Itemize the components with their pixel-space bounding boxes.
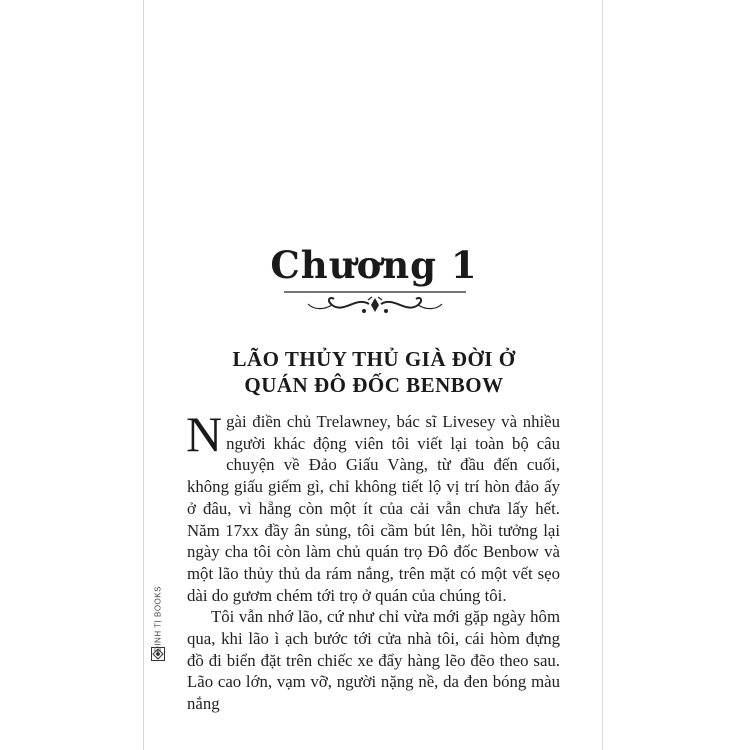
publisher-logo-icon	[151, 647, 165, 661]
ornament-divider-icon	[284, 288, 466, 320]
publisher-mark	[150, 586, 166, 675]
chapter-title-line-2: QUÁN ĐÔ ĐỐC BENBOW	[244, 373, 504, 397]
book-page	[143, 0, 603, 750]
chapter-heading: Chương 1	[270, 243, 478, 287]
paragraph-1-text: gài điền chủ Trelawney, bác sĩ Livesey và nhiều người khác động viên tôi viết lại toàn bộ câu chuyện về Đảo Giấu Vàng, từ đầu đến cuối, không giấu giếm gì, chỉ không tiết lộ vị trí hòn đảo ấy ở đâu, vì hẵng còn một ít của cải vẫn chưa lấy hết. Năm 17xx đầy ân sủng, tôi cầm bút lên, hồi tưởng lại ngày cha tôi còn làm chủ quán trọ Đô đốc Benbow và một lão thủy thủ da rám nắng, trên mặt có một vết sẹo dài do gươm chém tới trọ ở quán của chúng tôi.	[187, 412, 560, 605]
publisher-name: ĐINH TỊ BOOKS	[153, 586, 163, 652]
chapter-body-text	[186, 406, 560, 715]
chapter-title-line-1: LÃO THỦY THỦ GIÀ ĐỜI Ở	[232, 347, 516, 371]
paragraph-2: Tôi vẫn nhớ lão, cứ như chỉ vừa mới gặp ngày hôm qua, khi lão ì ạch bước tới cửa nhà tôi, cái hòm đựng đồ đi biển đặt trên chiếc xe đẩy hàng lẽo đẽo theo sau. Lão cao lớn, vạm vỡ, người nặng nề, da đen bóng màu nắng	[187, 607, 560, 714]
drop-cap: N	[186, 406, 223, 462]
paragraph-1	[186, 406, 560, 606]
